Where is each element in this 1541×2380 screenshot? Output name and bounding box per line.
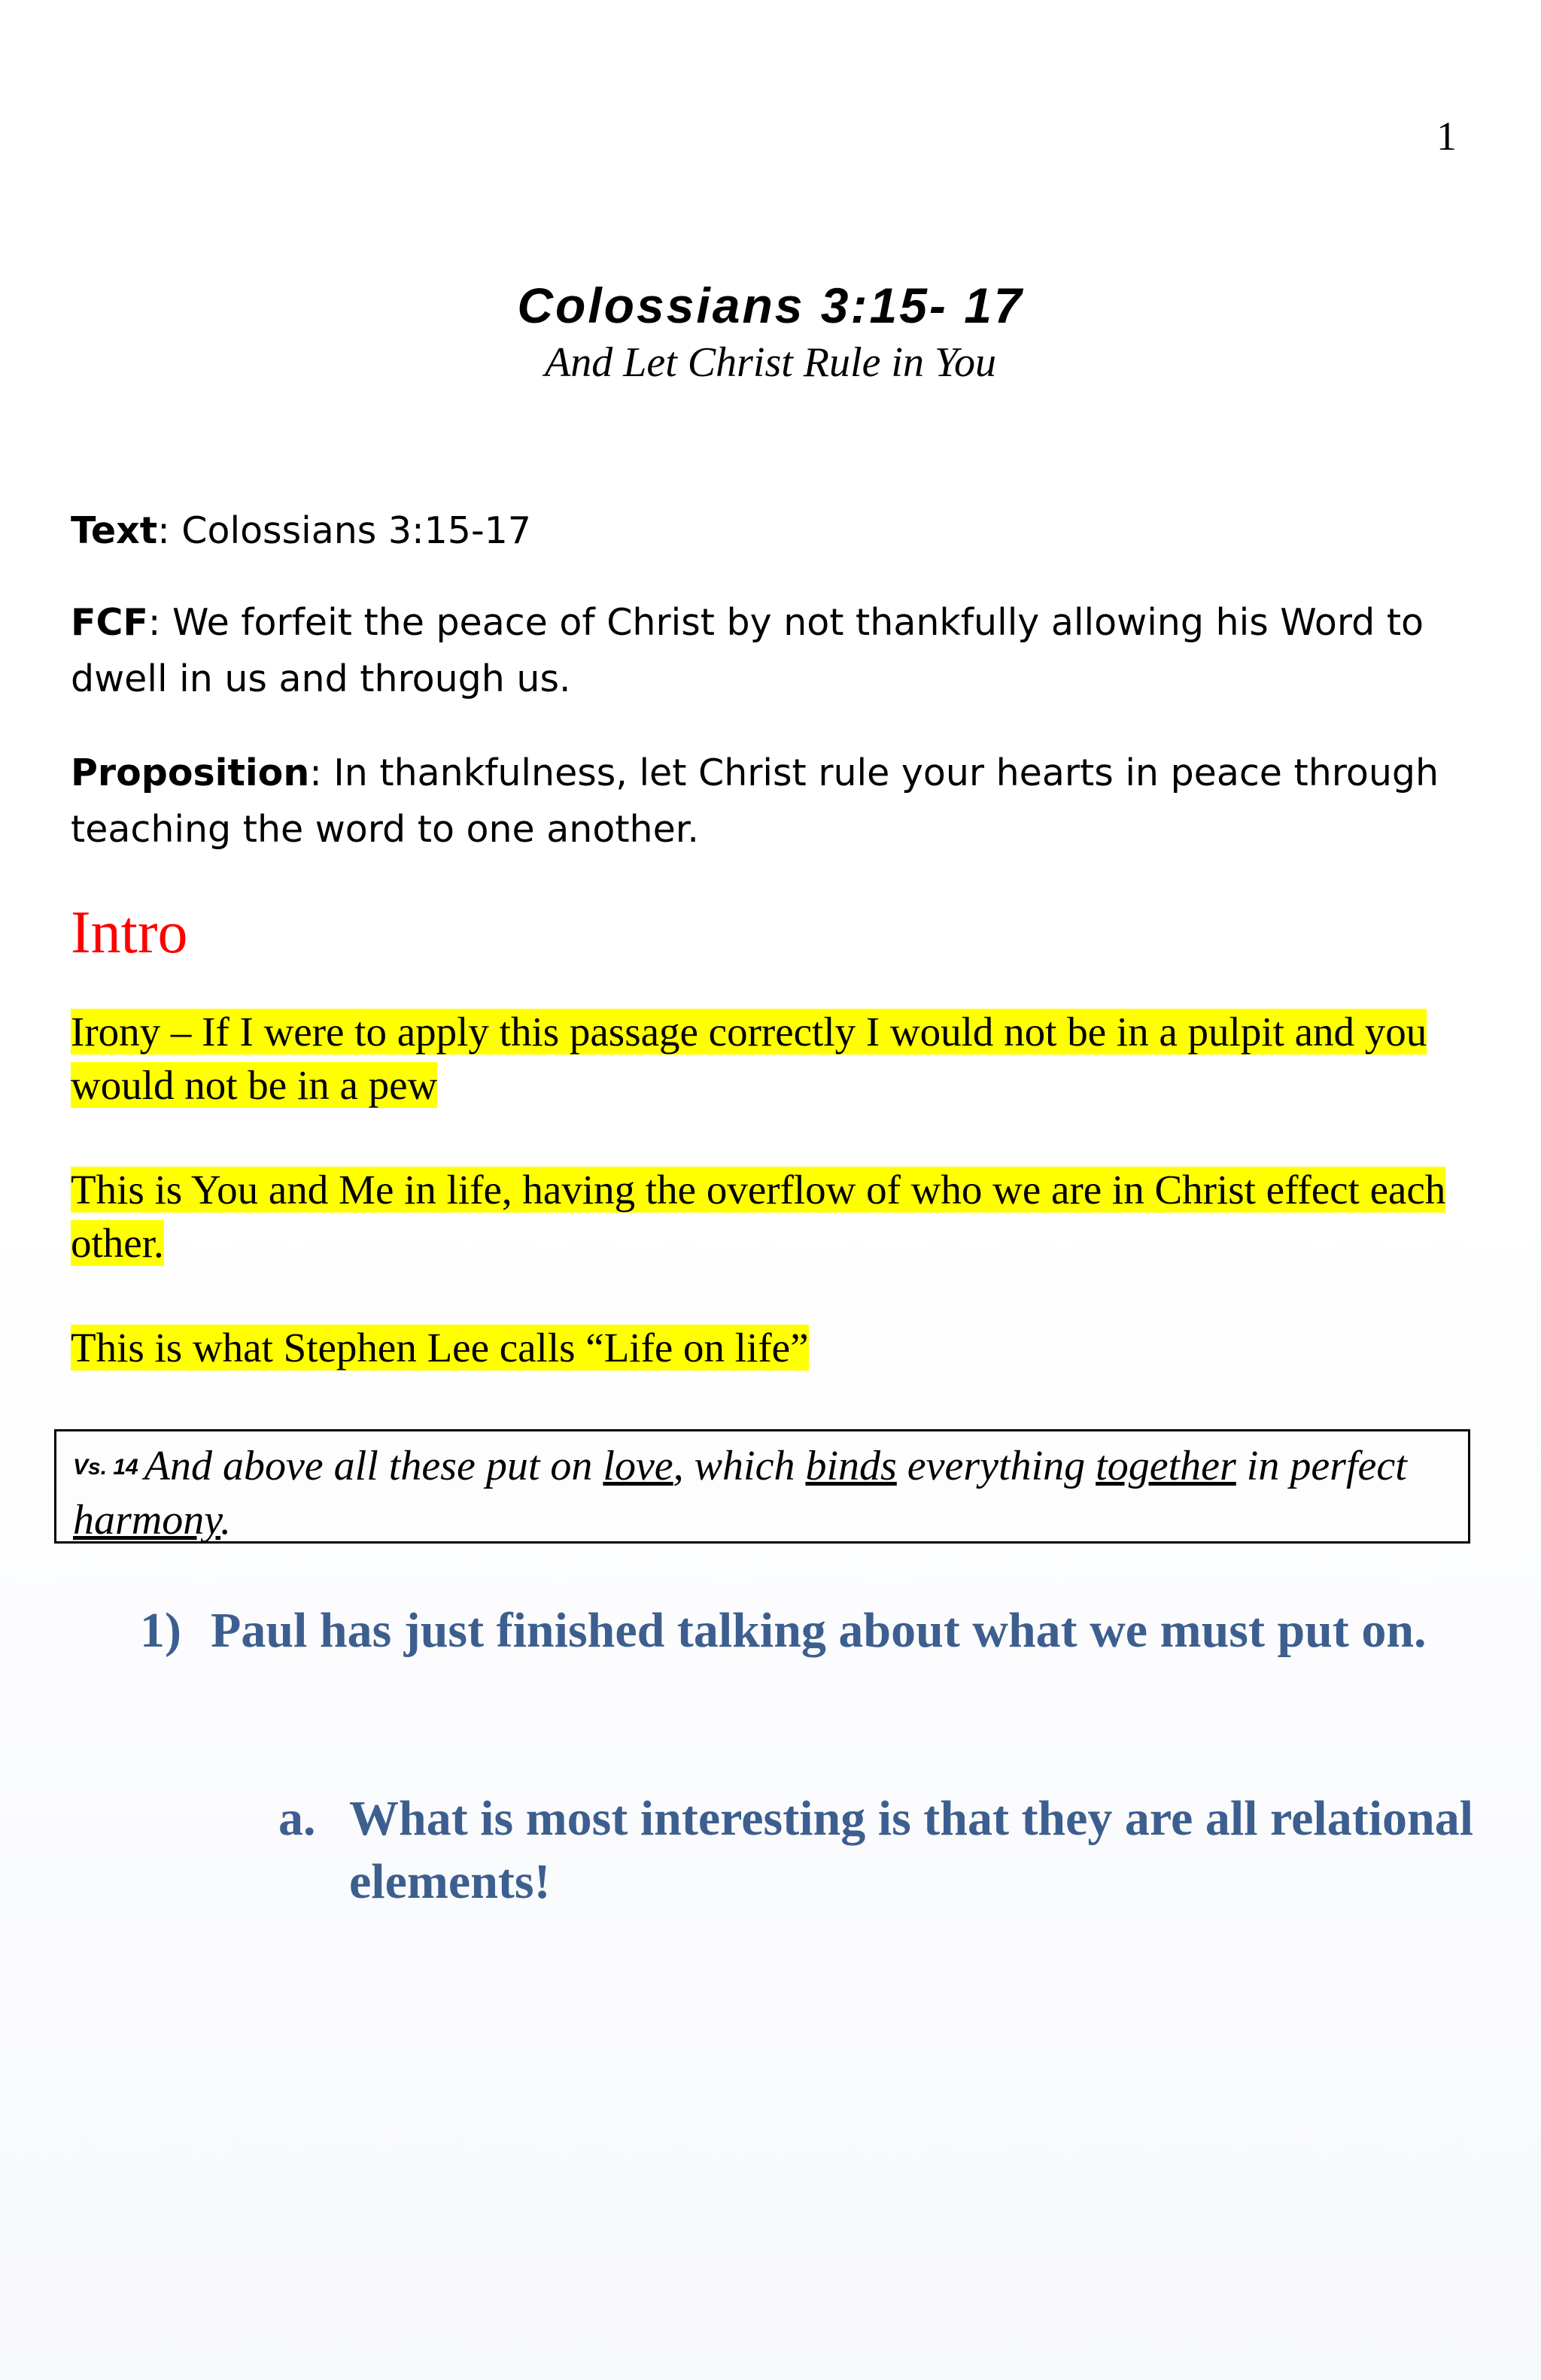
verse-text: . — [220, 1497, 231, 1544]
verse-underlined-word: together — [1096, 1443, 1236, 1489]
verse-underlined-word: love — [603, 1443, 673, 1489]
fcf-paragraph — [71, 594, 1485, 707]
point-1a — [278, 1787, 1508, 1914]
document-subtitle: And Let Christ Rule in You — [544, 339, 996, 386]
highlight-paragraph-you-and-me — [71, 1163, 1485, 1270]
point-marker: 1) — [140, 1603, 181, 1658]
verse-underlined-word: harmony — [73, 1497, 220, 1544]
verse-box — [54, 1429, 1470, 1544]
page-number: 1 — [1436, 114, 1457, 159]
verse-text: everything — [896, 1443, 1096, 1489]
intro-heading: Intro — [71, 900, 188, 966]
highlighted-text: This is You and Me in life, having the overflow of who we are in Christ effect each other. — [71, 1167, 1446, 1266]
point-text: Paul has just finished talking about what we must put on. — [211, 1603, 1427, 1658]
proposition-paragraph — [71, 745, 1485, 858]
document-title: Colossians 3:15- 17 — [517, 278, 1024, 333]
text-value: : Colossians 3:15-17 — [157, 509, 531, 552]
highlighted-text: This is what Stephen Lee calls “Life on life” — [71, 1325, 809, 1371]
point-text: What is most interesting is that they are all relational elements! — [349, 1791, 1474, 1909]
text-label: Text — [71, 509, 158, 552]
highlight-paragraph-irony — [71, 1005, 1485, 1112]
fcf-value: : We forfeit the peace of Christ by not thankfully allowing his Word to dwell in us and through us. — [71, 601, 1424, 700]
text-line — [71, 502, 1485, 559]
verse-text: And above all these put on — [144, 1443, 603, 1489]
point-marker: a. — [278, 1791, 316, 1846]
verse-underlined-word: binds — [805, 1443, 897, 1489]
proposition-label: Proposition — [71, 751, 310, 794]
verse-text: , which — [673, 1443, 806, 1489]
fcf-label: FCF — [71, 601, 148, 644]
point-1 — [140, 1599, 1535, 1662]
highlighted-text: Irony – If I were to apply this passage correctly I would not be in a pulpit and you would not be in a pew — [71, 1009, 1427, 1108]
highlight-paragraph-life-on-life — [71, 1321, 1485, 1374]
proposition-value: : In thankfulness, let Christ rule your hearts in peace through teaching the word to one another. — [71, 751, 1439, 851]
verse-reference: Vs. 14 — [73, 1455, 138, 1480]
verse-text: in perfect — [1236, 1443, 1407, 1489]
